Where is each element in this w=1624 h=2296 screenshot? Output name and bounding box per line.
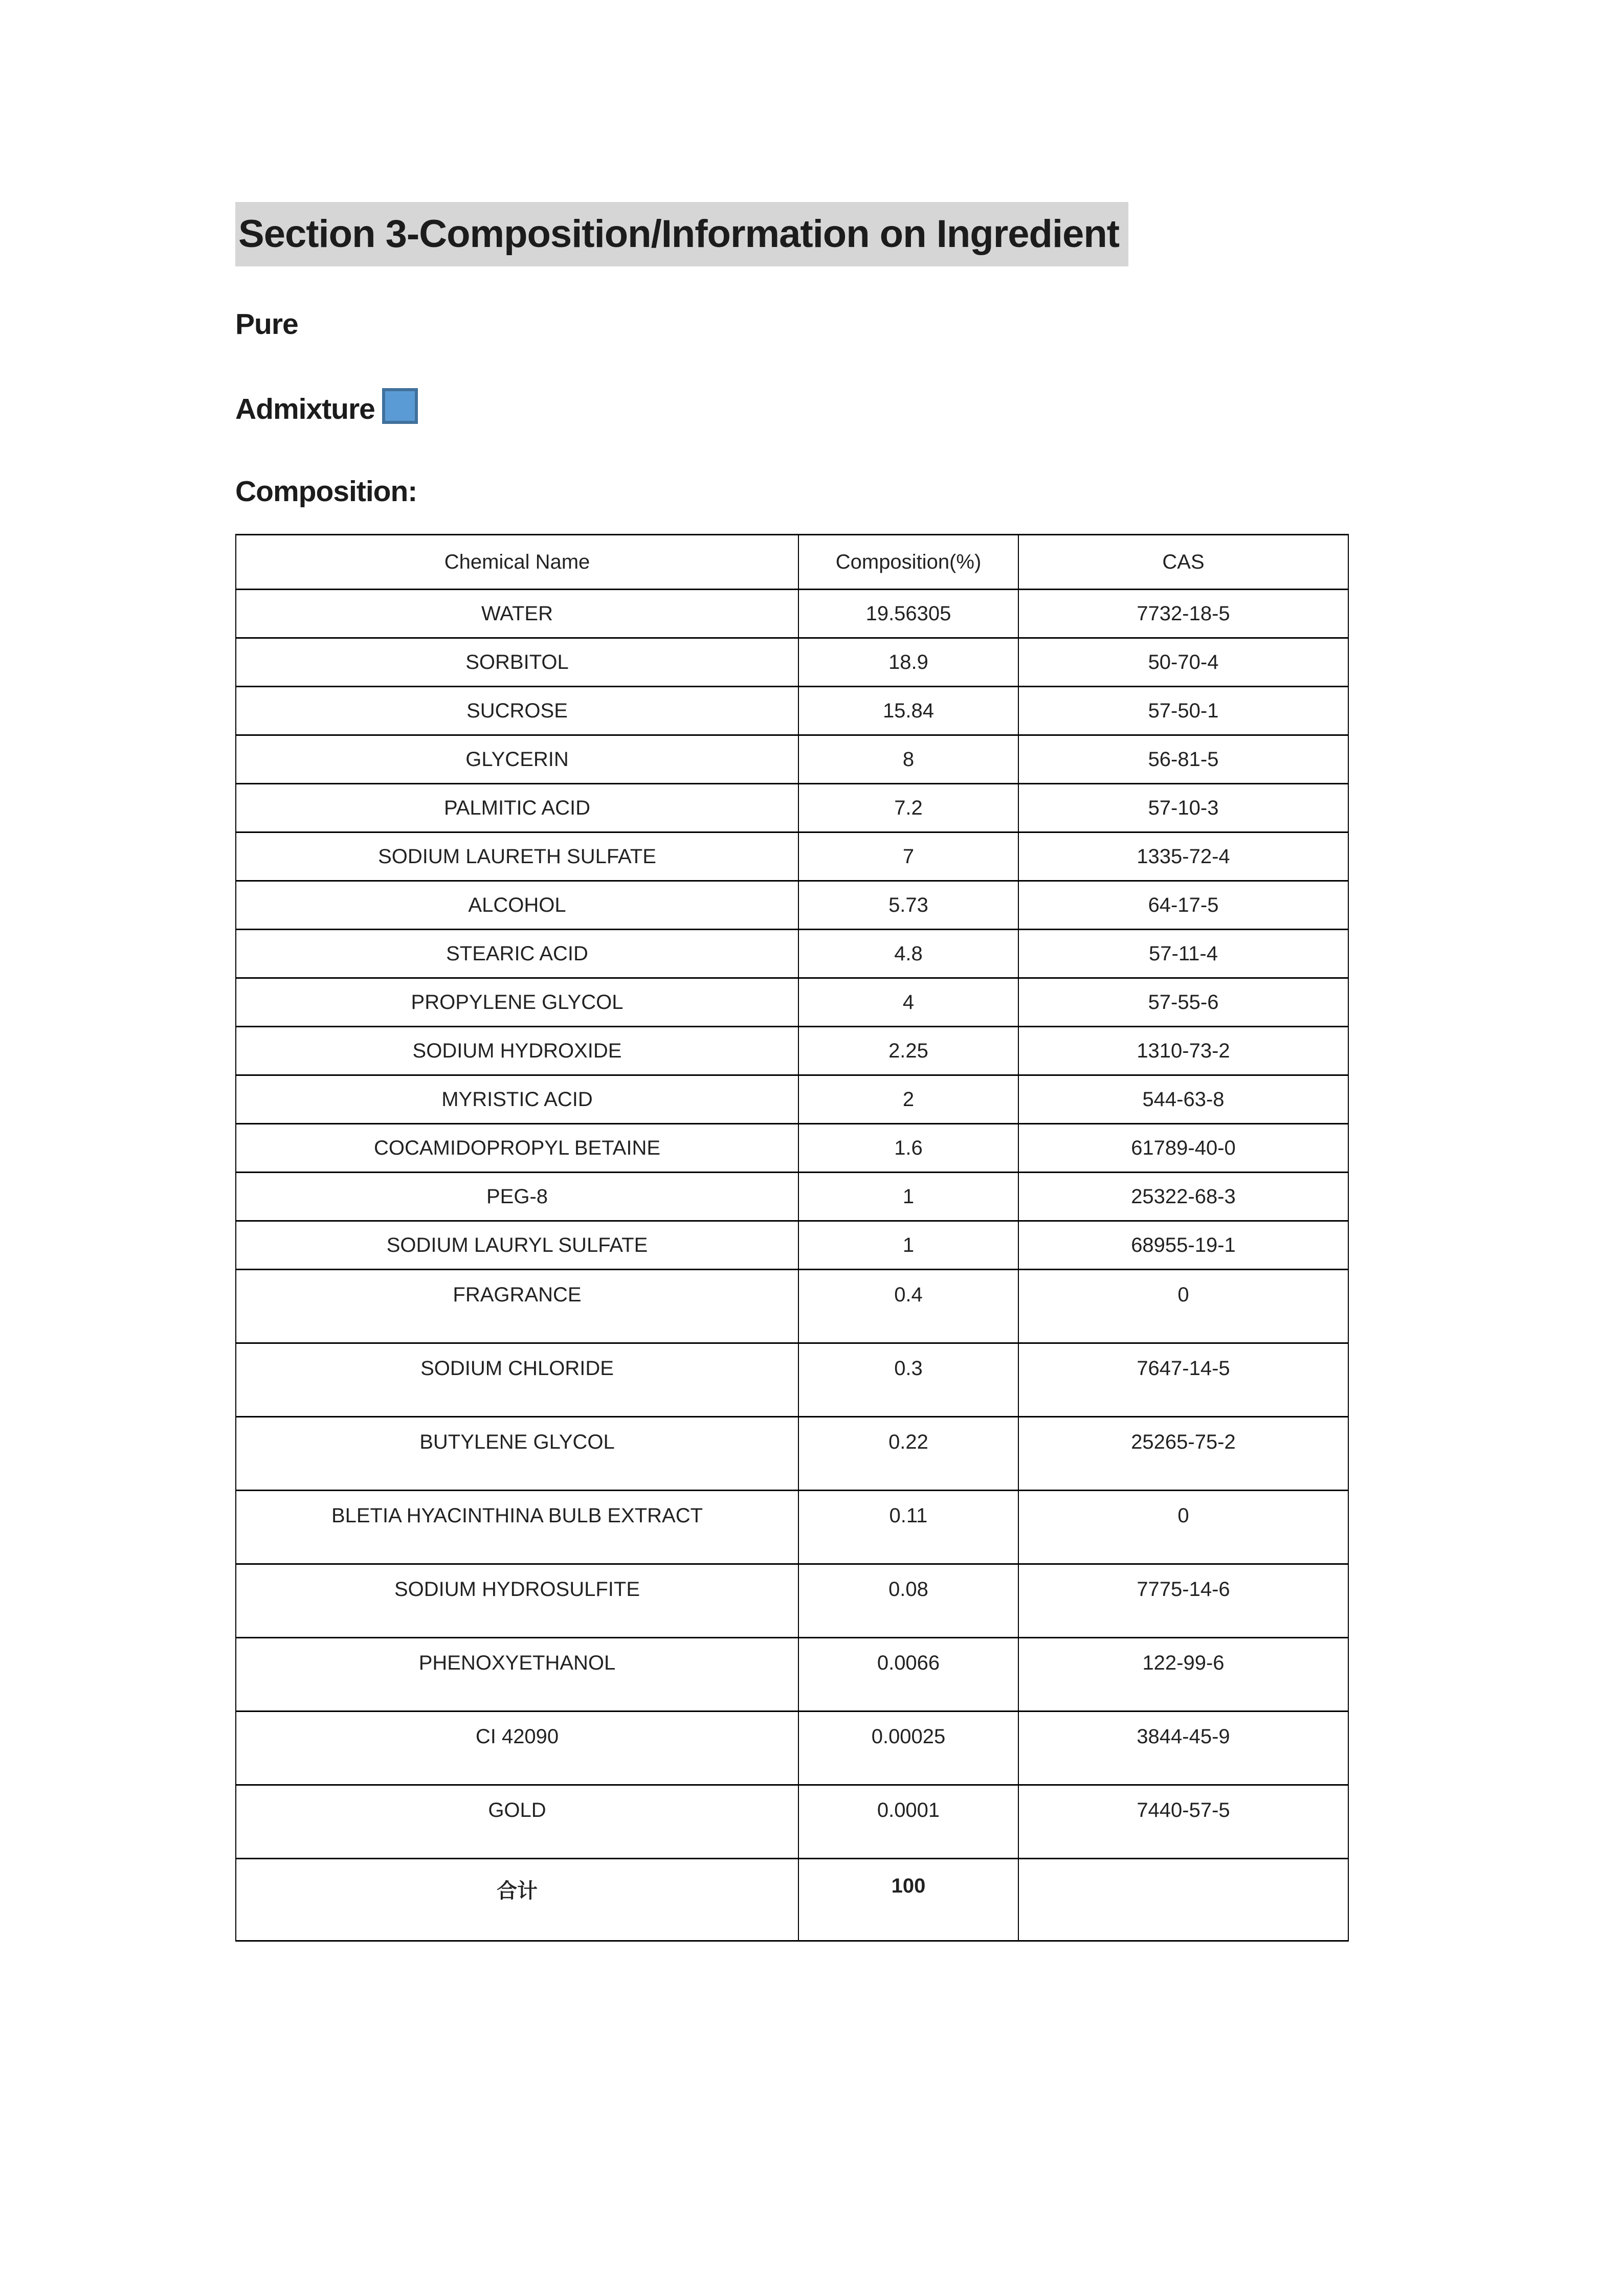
- cell-cas: 7440-57-5: [1018, 1785, 1348, 1859]
- cell-name: SUCROSE: [236, 687, 798, 735]
- table-row: [236, 1221, 1348, 1270]
- cell-cas: 1335-72-4: [1018, 832, 1348, 881]
- cell-cas: 56-81-5: [1018, 735, 1348, 784]
- cell-composition: 1.6: [798, 1124, 1018, 1173]
- cell-name: GLYCERIN: [236, 735, 798, 784]
- table-row: [236, 1712, 1348, 1785]
- section-title: [235, 202, 1624, 266]
- cell-name: PROPYLENE GLYCOL: [236, 978, 798, 1027]
- cell-name: CI 42090: [236, 1712, 798, 1785]
- cell-name: BUTYLENE GLYCOL: [236, 1417, 798, 1491]
- table-row: [236, 881, 1348, 930]
- cell-cas: 57-11-4: [1018, 930, 1348, 978]
- composition-label: Composition:: [235, 475, 417, 508]
- cell-name: PHENOXYETHANOL: [236, 1638, 798, 1712]
- table-row: [236, 735, 1348, 784]
- cell-cas: 544-63-8: [1018, 1075, 1348, 1124]
- cell-name: WATER: [236, 590, 798, 638]
- cell-cas: 50-70-4: [1018, 638, 1348, 687]
- total-cell-composition: 100: [798, 1859, 1018, 1941]
- table-row: [236, 1491, 1348, 1564]
- table-row: [236, 1075, 1348, 1124]
- table-row: [236, 590, 1348, 638]
- cell-composition: 1: [798, 1221, 1018, 1270]
- cell-composition: 7: [798, 832, 1018, 881]
- table-row: [236, 687, 1348, 735]
- cell-cas: 7732-18-5: [1018, 590, 1348, 638]
- cell-composition: 4.8: [798, 930, 1018, 978]
- cell-name: SODIUM HYDROSULFITE: [236, 1564, 798, 1638]
- cell-cas: 122-99-6: [1018, 1638, 1348, 1712]
- table-header-row: [236, 535, 1348, 590]
- cell-name: MYRISTIC ACID: [236, 1075, 798, 1124]
- table-row: [236, 638, 1348, 687]
- cell-cas: 0: [1018, 1270, 1348, 1343]
- cell-cas: 7775-14-6: [1018, 1564, 1348, 1638]
- column-header-composition: Composition(%): [798, 535, 1018, 590]
- table-row: [236, 784, 1348, 832]
- cell-name: COCAMIDOPROPYL BETAINE: [236, 1124, 798, 1173]
- table-total-row: [236, 1859, 1348, 1941]
- cell-composition: 0.00025: [798, 1712, 1018, 1785]
- admixture-checkbox[interactable]: [382, 388, 418, 424]
- cell-cas: 1310-73-2: [1018, 1027, 1348, 1075]
- table-row: [236, 1173, 1348, 1221]
- cell-composition: 4: [798, 978, 1018, 1027]
- cell-cas: 64-17-5: [1018, 881, 1348, 930]
- cell-composition: 0.0001: [798, 1785, 1018, 1859]
- cell-name: FRAGRANCE: [236, 1270, 798, 1343]
- cell-cas: 3844-45-9: [1018, 1712, 1348, 1785]
- table-row: [236, 1027, 1348, 1075]
- table-row: [236, 1270, 1348, 1343]
- cell-cas: 57-50-1: [1018, 687, 1348, 735]
- cell-name: STEARIC ACID: [236, 930, 798, 978]
- cell-composition: 1: [798, 1173, 1018, 1221]
- cell-composition: 0.22: [798, 1417, 1018, 1491]
- cell-composition: 19.56305: [798, 590, 1018, 638]
- cell-composition: 0.11: [798, 1491, 1018, 1564]
- table-row: [236, 1638, 1348, 1712]
- table-row: [236, 1785, 1348, 1859]
- admixture-heading: [235, 388, 1624, 426]
- cell-composition: 15.84: [798, 687, 1018, 735]
- table-row: [236, 978, 1348, 1027]
- section-title-highlight: Section 3-Composition/Information on Ingredient: [235, 202, 1128, 266]
- column-header-cas: CAS: [1018, 535, 1348, 590]
- cell-composition: 2.25: [798, 1027, 1018, 1075]
- table-row: [236, 1417, 1348, 1491]
- cell-composition: 5.73: [798, 881, 1018, 930]
- cell-name: GOLD: [236, 1785, 798, 1859]
- composition-table: [235, 534, 1349, 1942]
- cell-cas: 57-55-6: [1018, 978, 1348, 1027]
- admixture-label: Admixture: [235, 393, 375, 426]
- cell-composition: 8: [798, 735, 1018, 784]
- cell-cas: 7647-14-5: [1018, 1343, 1348, 1417]
- cell-composition: 2: [798, 1075, 1018, 1124]
- pure-label: Pure: [235, 308, 298, 341]
- cell-name: SODIUM LAURETH SULFATE: [236, 832, 798, 881]
- total-cell-cas: [1018, 1859, 1348, 1941]
- cell-name: SODIUM LAURYL SULFATE: [236, 1221, 798, 1270]
- cell-cas: 25265-75-2: [1018, 1417, 1348, 1491]
- cell-name: SODIUM CHLORIDE: [236, 1343, 798, 1417]
- table-row: [236, 1564, 1348, 1638]
- cell-composition: 18.9: [798, 638, 1018, 687]
- cell-name: PALMITIC ACID: [236, 784, 798, 832]
- cell-cas: 61789-40-0: [1018, 1124, 1348, 1173]
- total-cell-name: 合计: [236, 1859, 798, 1941]
- cell-name: BLETIA HYACINTHINA BULB EXTRACT: [236, 1491, 798, 1564]
- table-row: [236, 1124, 1348, 1173]
- cell-name: PEG-8: [236, 1173, 798, 1221]
- cell-cas: 25322-68-3: [1018, 1173, 1348, 1221]
- cell-cas: 68955-19-1: [1018, 1221, 1348, 1270]
- cell-cas: 57-10-3: [1018, 784, 1348, 832]
- cell-name: SORBITOL: [236, 638, 798, 687]
- cell-name: ALCOHOL: [236, 881, 798, 930]
- composition-table-body: [236, 590, 1348, 1941]
- column-header-chemical-name: Chemical Name: [236, 535, 798, 590]
- cell-cas: 0: [1018, 1491, 1348, 1564]
- table-row: [236, 930, 1348, 978]
- cell-composition: 0.4: [798, 1270, 1018, 1343]
- table-row: [236, 832, 1348, 881]
- cell-composition: 0.0066: [798, 1638, 1018, 1712]
- cell-name: SODIUM HYDROXIDE: [236, 1027, 798, 1075]
- table-row: [236, 1343, 1348, 1417]
- cell-composition: 7.2: [798, 784, 1018, 832]
- cell-composition: 0.3: [798, 1343, 1018, 1417]
- cell-composition: 0.08: [798, 1564, 1018, 1638]
